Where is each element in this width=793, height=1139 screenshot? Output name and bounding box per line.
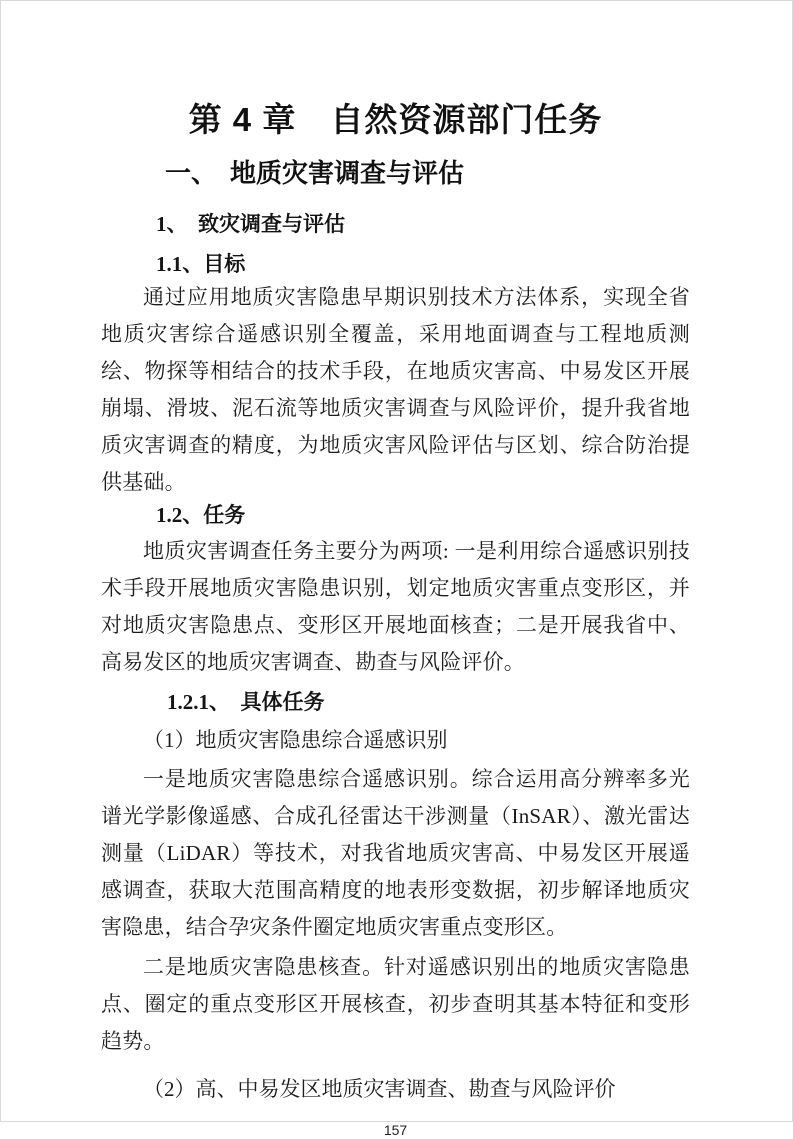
paragraph-remote-sensing-identification: 一是地质灾害隐患综合遥感识别。综合运用高分辨率多光谱光学影像遥感、合成孔径雷达干涉测量（InSAR）、激光雷达测量（LiDAR）等技术，对我省地质灾害高、中易发区开展遥感调查，获取大范围高精度的地表形变数据，初步解译地质灾害隐患，结合孕灾条件圈定地质灾害重点变形区。 [101, 767, 690, 939]
paragraph-goal: 通过应用地质灾害隐患早期识别技术方法体系，实现全省地质灾害综合遥感识别全覆盖，采用地面调查与工程地质测绘、物探等相结合的技术手段，在地质灾害高、中易发区开展崩塌、滑坡、泥石流等地质灾害调查与风险评价，提升我省地质灾害调查的精度，为地质灾害风险评估与区划、综合防治提供基础。 [101, 285, 690, 494]
heading-1-2-1-specific-tasks: 1.2.1、 具体任务 [167, 690, 325, 714]
heading-1-disaster-survey: 1、 致灾调查与评估 [156, 212, 345, 236]
section-heading-1: 一、 地质灾害调查与评估 [165, 158, 465, 188]
page-number: 157 [383, 1122, 408, 1138]
paragraph-task: 地质灾害调查任务主要分为两项: 一是利用综合遥感识别技术手段开展地质灾害隐患识别，划定地质灾害重点变形区，并对地质灾害隐患点、变形区开展地面核查；二是开展我省中、高易发区的地质灾害调查、勘查与风险评价。 [101, 539, 690, 674]
paragraph-hazard-verification: 二是地质灾害隐患核查。针对遥感识别出的地质灾害隐患点、圈定的重点变形区开展核查，初步查明其基本特征和变形趋势。 [101, 955, 690, 1053]
heading-1-1-goal: 1.1、目标 [156, 252, 246, 276]
heading-1-2-task: 1.2、任务 [156, 503, 246, 527]
chapter-title: 第 4 章 自然资源部门任务 [188, 101, 603, 138]
list-item-1-title: （1）地质灾害隐患综合遥感识别 [143, 728, 448, 752]
list-item-2-title: （2）高、中易发区地质灾害调查、勘查与风险评价 [143, 1077, 616, 1101]
